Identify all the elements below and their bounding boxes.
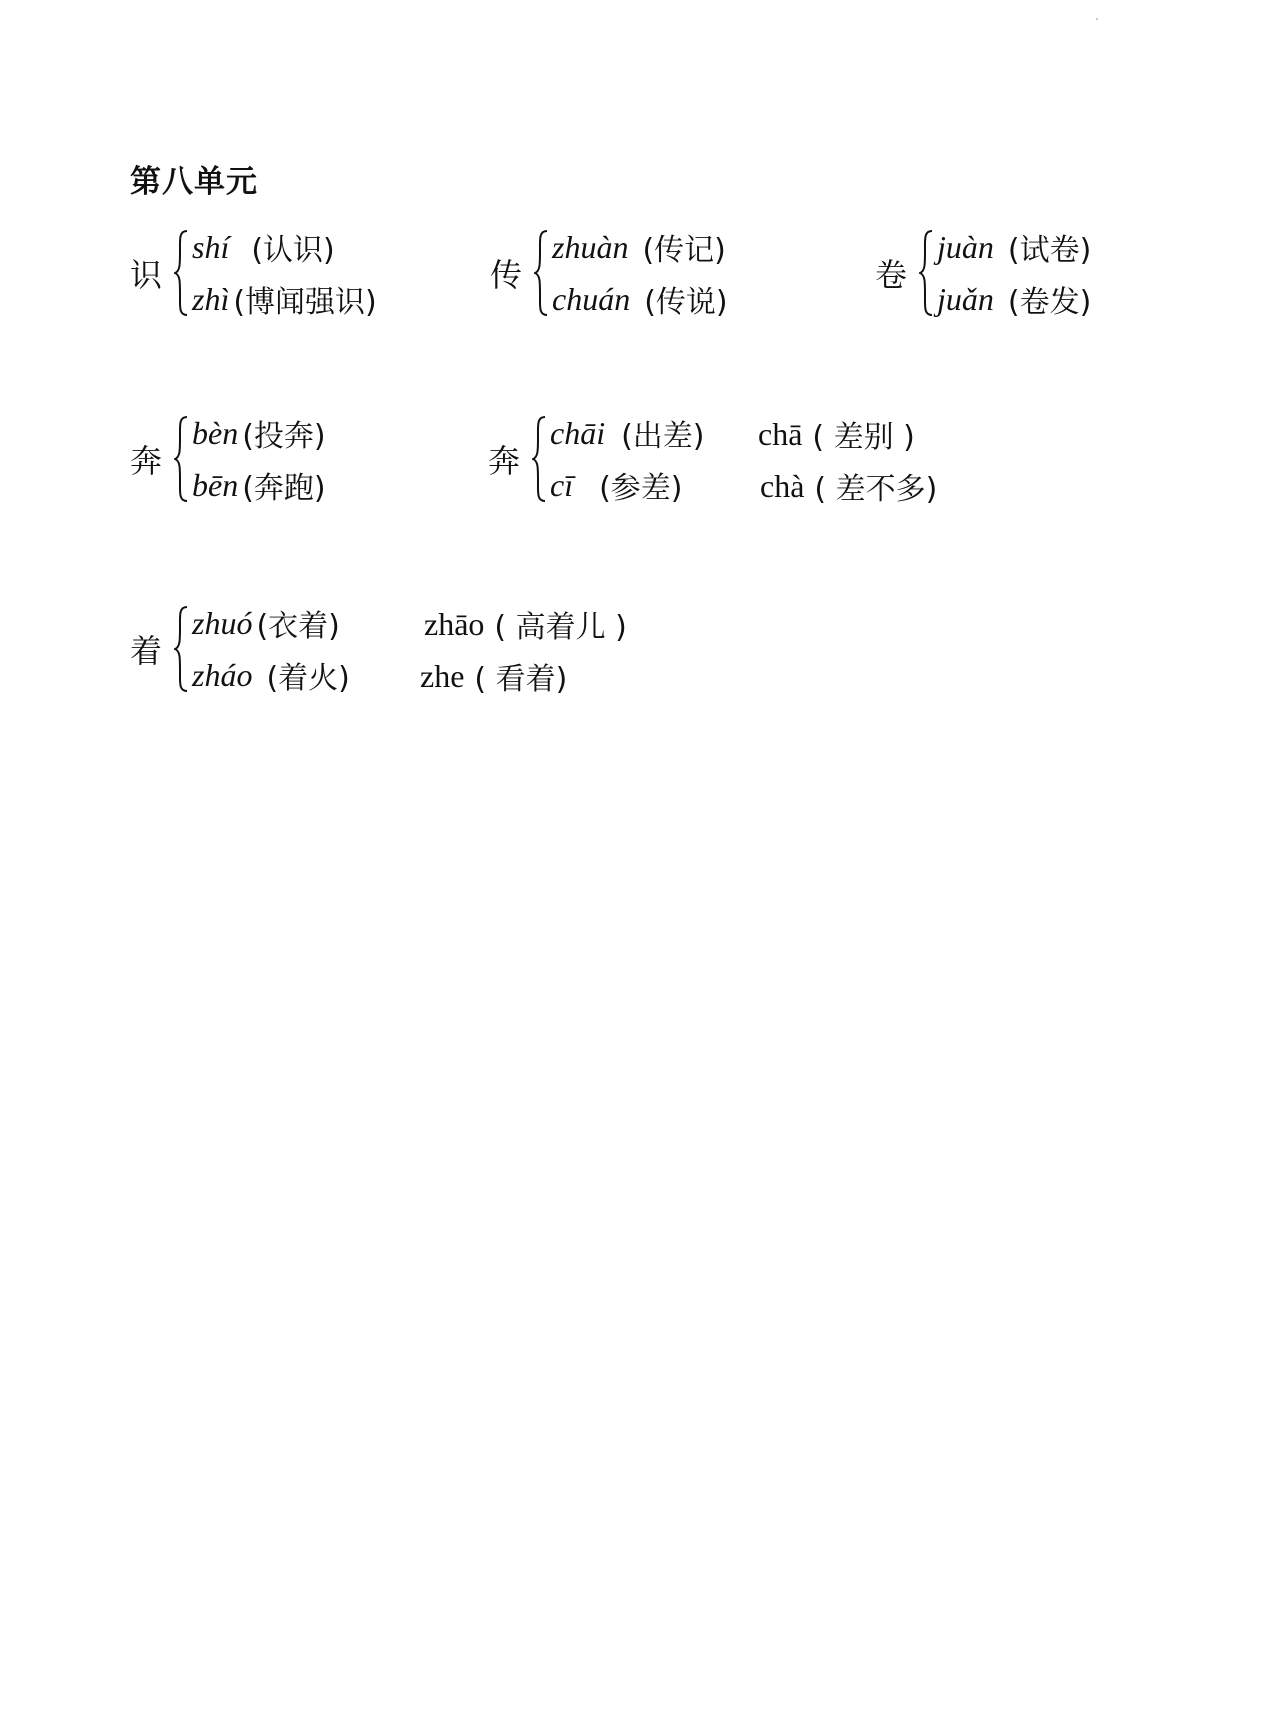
- example-word: (出差): [621, 419, 705, 454]
- example-word: (参差): [599, 471, 683, 506]
- pinyin: juàn: [937, 228, 994, 265]
- scan-speck: [1096, 18, 1098, 20]
- pinyin: zhuàn: [552, 228, 629, 265]
- example-word: ( 看着): [474, 662, 568, 697]
- example-word: ( 高着儿 ): [494, 610, 627, 645]
- pinyin: juǎn: [937, 280, 994, 317]
- pinyin: zhāo: [424, 605, 485, 642]
- example-word: (奔跑): [242, 471, 326, 506]
- reading-line: [937, 273, 1091, 325]
- pinyin: shí: [192, 228, 230, 265]
- reading-line: [192, 649, 350, 701]
- example-word: (卷发): [1007, 285, 1092, 320]
- example-word: (衣着): [256, 609, 340, 644]
- entry-char: 传: [490, 256, 523, 294]
- entry-char: 识: [130, 256, 163, 294]
- example-word: ( 差不多): [814, 472, 938, 507]
- brace-icon: [532, 415, 546, 503]
- reading-line: [550, 459, 705, 511]
- entry-char: 奔: [130, 442, 163, 480]
- pinyin: chāi: [550, 414, 606, 451]
- pinyin: chà: [760, 467, 805, 504]
- reading-line: [192, 221, 377, 273]
- brace-icon: [534, 229, 548, 317]
- pinyin: zhì: [192, 280, 230, 317]
- pinyin: chuán: [552, 280, 631, 317]
- example-word: (试卷): [1007, 233, 1092, 268]
- reading-line: [550, 407, 705, 459]
- entry-chuan: [490, 218, 728, 328]
- brace-icon: [919, 229, 933, 317]
- example-word: (博闻强识): [233, 285, 377, 320]
- pinyin: bēn: [192, 466, 239, 503]
- page-title: 第八单元: [130, 164, 258, 200]
- reading-line: [552, 221, 728, 273]
- extra-reading: [424, 598, 627, 650]
- pinyin: cī: [550, 466, 574, 503]
- entry-chai: [488, 404, 705, 514]
- pinyin: bèn: [192, 414, 239, 451]
- example-word: (着火): [266, 661, 350, 696]
- example-word: (传记): [642, 233, 726, 268]
- entry-shi: [130, 218, 377, 328]
- example-word: (认识): [251, 233, 335, 268]
- entry-zhuo: [130, 594, 350, 704]
- entry-char: 奔: [488, 442, 521, 480]
- reading-line: [552, 273, 728, 325]
- reading-line: [192, 459, 326, 511]
- pinyin: zháo: [192, 656, 253, 693]
- reading-line: [192, 407, 326, 459]
- pinyin: zhe: [420, 657, 465, 694]
- extra-reading: [760, 460, 937, 512]
- brace-icon: [174, 415, 188, 503]
- entry-char: 卷: [875, 256, 908, 294]
- example-word: ( 差别 ): [812, 420, 915, 455]
- reading-line: [192, 597, 350, 649]
- reading-line: [192, 273, 377, 325]
- example-word: (投奔): [242, 419, 326, 454]
- reading-line: [937, 221, 1091, 273]
- brace-icon: [174, 605, 188, 693]
- pinyin: zhuó: [192, 604, 253, 641]
- extra-reading: [420, 650, 567, 702]
- entry-ben: [130, 404, 326, 514]
- extra-reading: [758, 408, 915, 460]
- brace-icon: [174, 229, 188, 317]
- pinyin: chā: [758, 415, 803, 452]
- example-word: (传说): [644, 285, 728, 320]
- entry-juan: [875, 218, 1091, 328]
- entry-char: 着: [130, 632, 163, 670]
